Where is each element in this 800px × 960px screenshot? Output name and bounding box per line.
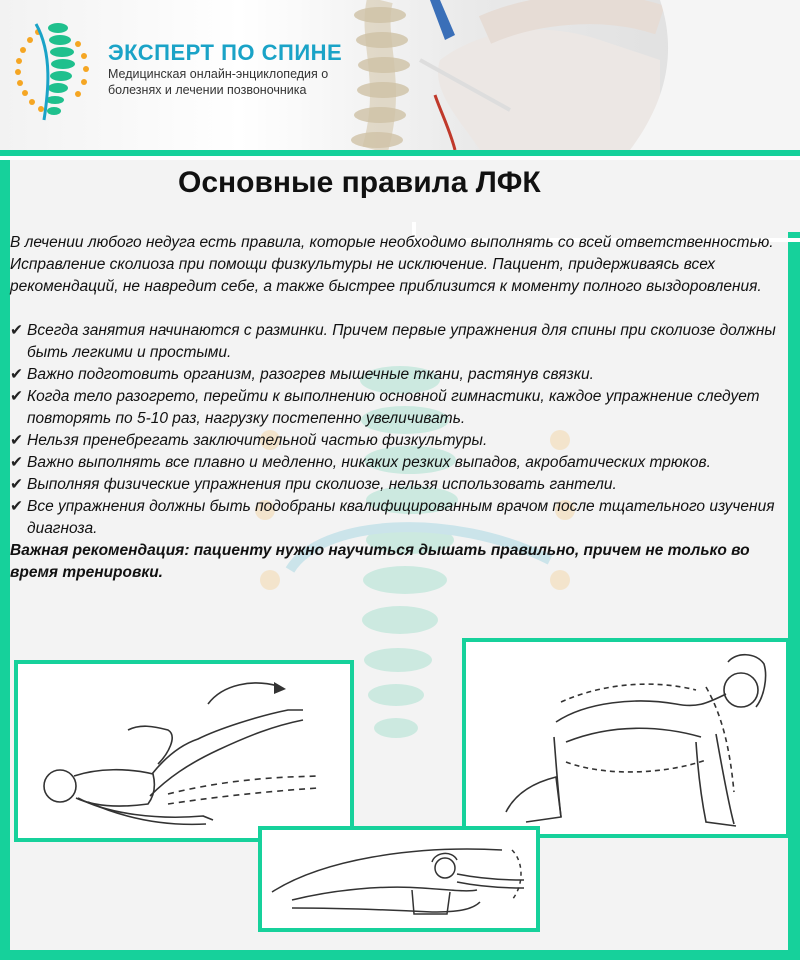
check-icon: ✔ [10,366,23,383]
brand-tagline: Медицинская онлайн-энциклопедия о болезнях и лечении позвоночника [108,67,329,97]
list-item-text: Все упражнения должны быть подобраны квалифицированным врачом после тщательного изучения диагноза. [27,498,775,537]
check-icon: ✔ [10,454,23,471]
rules-list [10,320,790,540]
check-icon: ✔ [10,388,23,405]
list-item [10,430,790,452]
list-item-text: Всегда занятия начинаются с разминки. Причем первые упражнения для спины при сколиозе должны быть легкими и простыми. [27,322,776,361]
header [0,0,800,150]
exercise-image-leg-raise [14,660,354,842]
check-icon: ✔ [10,498,23,515]
list-item [10,364,790,386]
list-item [10,320,790,364]
frame-line-top [0,156,800,160]
list-item [10,474,790,496]
leg-raise-drawing [18,664,350,838]
brand-name: ЭКСПЕРТ ПО СПИНЕ [108,40,343,65]
check-icon: ✔ [10,476,23,493]
list-item [10,386,790,430]
list-item [10,452,790,474]
superman-drawing [262,830,536,928]
cat-pose-drawing [466,642,786,834]
exercise-image-superman [258,826,540,932]
list-item-text: Важно подготовить организм, разогрев мышечные ткани, растянув связки. [27,366,594,383]
intro-paragraph: В лечении любого недуга есть правила, которые необходимо выполнять со всей ответственностью. Исправление сколиоза при помощи физкультуры не исключение. Пациент, придерживаясь всех рекомендаций, не навредит себе, а также быстрее приблизится к моменту полного выздоровления. [10,234,774,295]
logo-icon [8,14,100,124]
exercise-image-cat-pose [462,638,790,838]
check-icon: ✔ [10,432,23,449]
spine-photo [300,0,800,150]
page-title: Основные правила ЛФК [178,166,541,199]
list-item [10,496,790,540]
list-item-text: Выполняя физические упражнения при сколиозе, нельзя использовать гантели. [27,476,617,493]
list-item-text: Нельзя пренебрегать заключительной частью физкультуры. [27,432,488,449]
list-item-text: Важно выполнять все плавно и медленно, никаких резких выпадов, акробатических трюков. [27,454,711,471]
article-body [10,232,790,584]
list-item-text: Когда тело разогрето, перейти к выполнению основной гимнастики, каждое упражнение следует повторять по 5-10 раз, нагрузку постепенно увеличивать. [27,388,760,427]
important-note: Важная рекомендация: пациенту нужно научиться дышать правильно, причем не только во время тренировки. [10,542,750,581]
check-icon: ✔ [10,322,23,339]
